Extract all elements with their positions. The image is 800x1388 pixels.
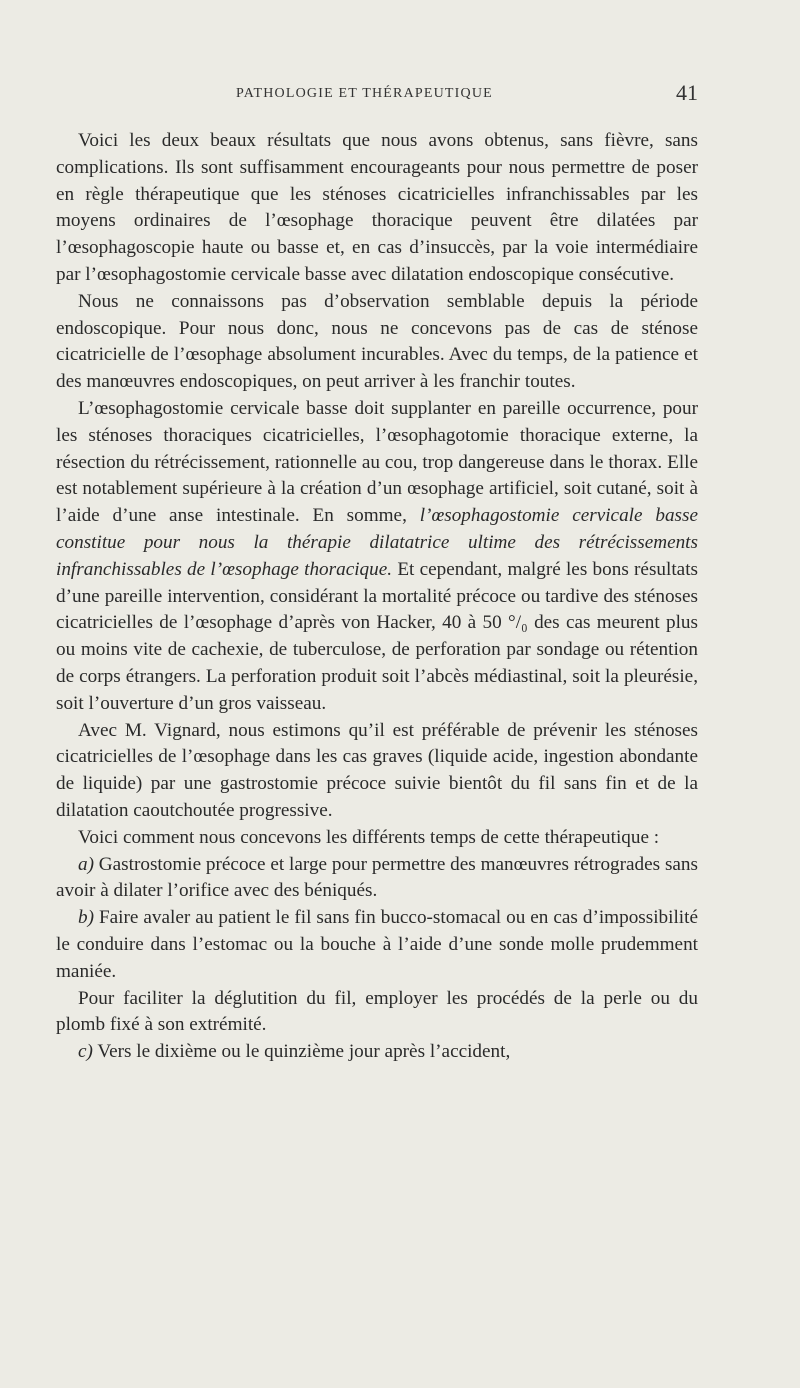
- running-title: PATHOLOGIE ET THÉRAPEUTIQUE: [236, 86, 493, 101]
- list-item-c: [56, 1039, 698, 1066]
- paragraph-vignard: Avec M. Vignard, nous estimons qu’il est préférable de prévenir les sténoses cicatricielles de l’œsophage dans les cas graves (liquide acide, ingestion abondante de liquide) par une gastrostomie précoce suivie bientôt du fil sans fin et de la dilatation caoutchoutée progressive.: [56, 719, 698, 821]
- running-head: [236, 80, 698, 110]
- emphasized-conclusion: l’œsophagostomie cervicale basse constitue pour nous la thérapie dilatatrice ultime des rétrécissements infranchissables de l’œsophage thoracique.: [56, 505, 698, 580]
- paragraph-deglutition: Pour faciliter la déglutition du fil, employer les procédés de la perle ou du plomb fixé à son extrémité.: [56, 987, 698, 1036]
- list-item-b: [56, 905, 698, 985]
- list-label-b: b): [78, 907, 94, 929]
- paragraph-esophagostomy-end: Et cependant, malgré les bons résultats d’une pareille intervention, considérant la mortalité précoce ou tardive des sténoses cicatricielles de l’œsophage d’après von Hacker, 40 à 50 °/₀ des cas meurent plus ou moins vite de cachexie, de tuberculose, de perforation par sondage ou rétention de corps étrangers. La perforation produit soit l’abcès médiastinal, soit la pleurésie, soit l’ouverture d’un gros vaisseau.: [56, 558, 698, 714]
- list-label-a: a): [78, 853, 94, 875]
- paragraph-observation: Nous ne connaissons pas d’observation semblable depuis la période endoscopique. Pour nous donc, nous ne concevons pas de cas de sténose cicatricielle de l’œsophage absolument incurables. Avec du temps, de la patience et des manœuvres endoscopiques, on peut arriver à les franchir toutes.: [56, 290, 698, 393]
- paragraph-esophagostomy: [56, 396, 698, 718]
- page-number: 41: [676, 80, 698, 105]
- list-text-b: Faire avaler au patient le fil sans fin bucco-stomacal ou en cas d’impossibilité le conduire dans l’estomac ou la bouche à l’aide d’une sonde molle prudemment maniée.: [56, 907, 698, 982]
- paragraph-therapy-steps: Voici comment nous concevons les différents temps de cette thérapeutique :: [78, 826, 660, 848]
- body-text: [56, 128, 698, 1066]
- paragraph-results: Voici les deux beaux résultats que nous avons obtenus, sans fièvre, sans complications. Ils sont suffisamment encourageants pour nous permettre de poser en règle thérapeutique que les sténoses cicatricielles infranchissables par les moyens ordinaires de l’œsophage thoracique peuvent être dilatées par l’œsophagoscopie haute ou basse et, en cas d’insuccès, par la voie intermédiaire par l’œsophagostomie cervicale basse avec dilatation endoscopique consécutive.: [56, 130, 698, 285]
- list-label-c: c): [78, 1041, 93, 1063]
- paragraph-esophagostomy-start: L’œsophagostomie cervicale basse doit supplanter en pareille occurrence, pour les sténoses thoraciques cicatricielles, l’œsophagotomie thoracique externe, la résection du rétrécissement, rationnelle au cou, trop dangereuse dans le thorax. Elle est notablement supérieure à la création d’un œsophage artificiel, soit cutané, soit à l’aide d’une anse intestinale. En somme,: [56, 397, 698, 527]
- list-text-a: Gastrostomie précoce et large pour permettre des manœuvres rétrogrades sans avoir à dilater l’orifice avec des béniqués.: [56, 853, 698, 902]
- list-text-c: Vers le dixième ou le quinzième jour après l’accident,: [92, 1041, 511, 1063]
- list-item-a: [56, 852, 698, 906]
